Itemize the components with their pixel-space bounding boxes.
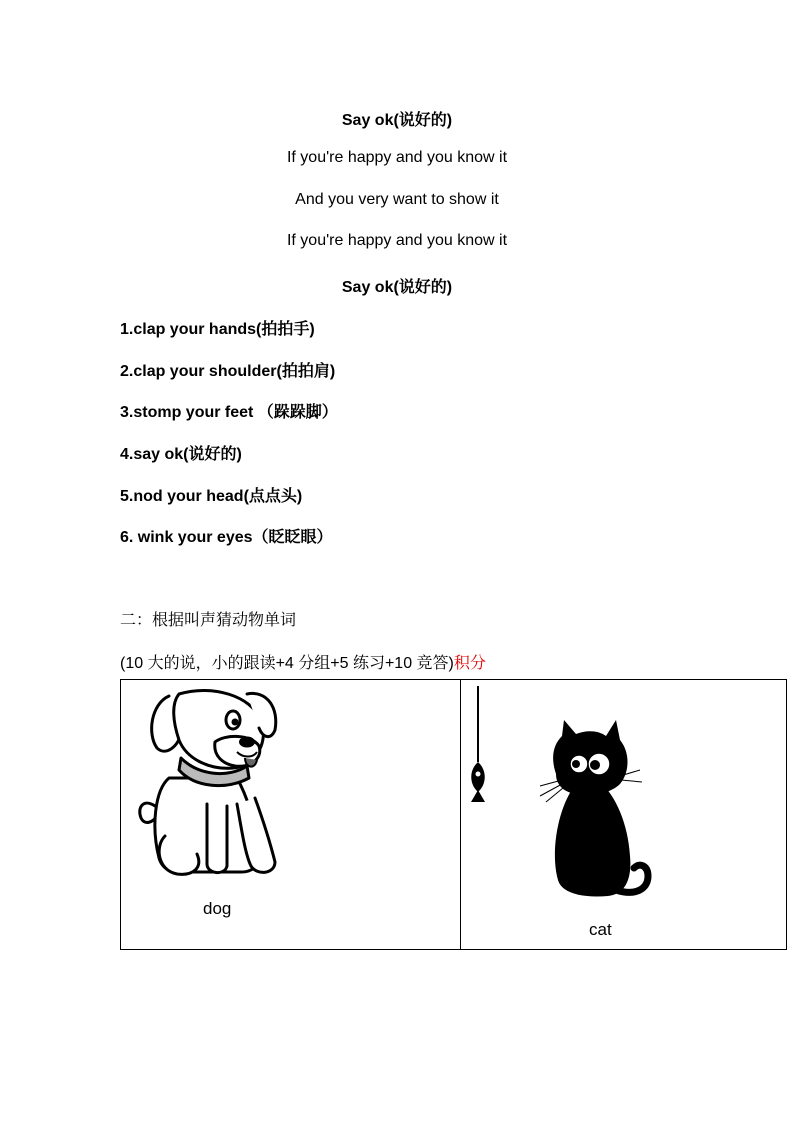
- song-refrain: Say ok(说好的): [341, 279, 453, 296]
- action-item-1: 1.clap your hands(拍拍手): [120, 321, 315, 338]
- cat-illustration-icon: [466, 684, 656, 909]
- animal-table: [120, 679, 787, 950]
- table-divider: [460, 680, 461, 949]
- scoring-note-highlight: 积分: [453, 655, 486, 672]
- scoring-note-main: (10 大的说，小的跟读+4 分组+5 练习+10 竞答): [120, 655, 454, 672]
- song-line-1: If you're happy and you know it: [286, 149, 508, 166]
- action-item-2: 2.clap your shoulder(拍拍肩): [120, 363, 336, 380]
- dog-illustration-icon: [129, 686, 284, 886]
- action-item-6: 6. wink your eyes（眨眨眼）: [120, 529, 333, 546]
- song-line-3: If you're happy and you know it: [286, 232, 508, 249]
- fish-icon: [471, 762, 485, 802]
- section-heading: 二：根据叫声猜动物单词: [120, 612, 297, 629]
- action-item-5: 5.nod your head(点点头): [120, 488, 303, 505]
- song-line-2: And you very want to show it: [295, 191, 499, 208]
- animal-word-cat: cat: [589, 920, 612, 939]
- scoring-note: [120, 650, 486, 673]
- animal-word-dog: dog: [203, 899, 232, 918]
- song-title: Say ok(说好的): [341, 112, 453, 129]
- action-item-3: 3.stomp your feet （跺跺脚）: [120, 404, 338, 421]
- action-item-4: 4.say ok(说好的): [120, 446, 242, 463]
